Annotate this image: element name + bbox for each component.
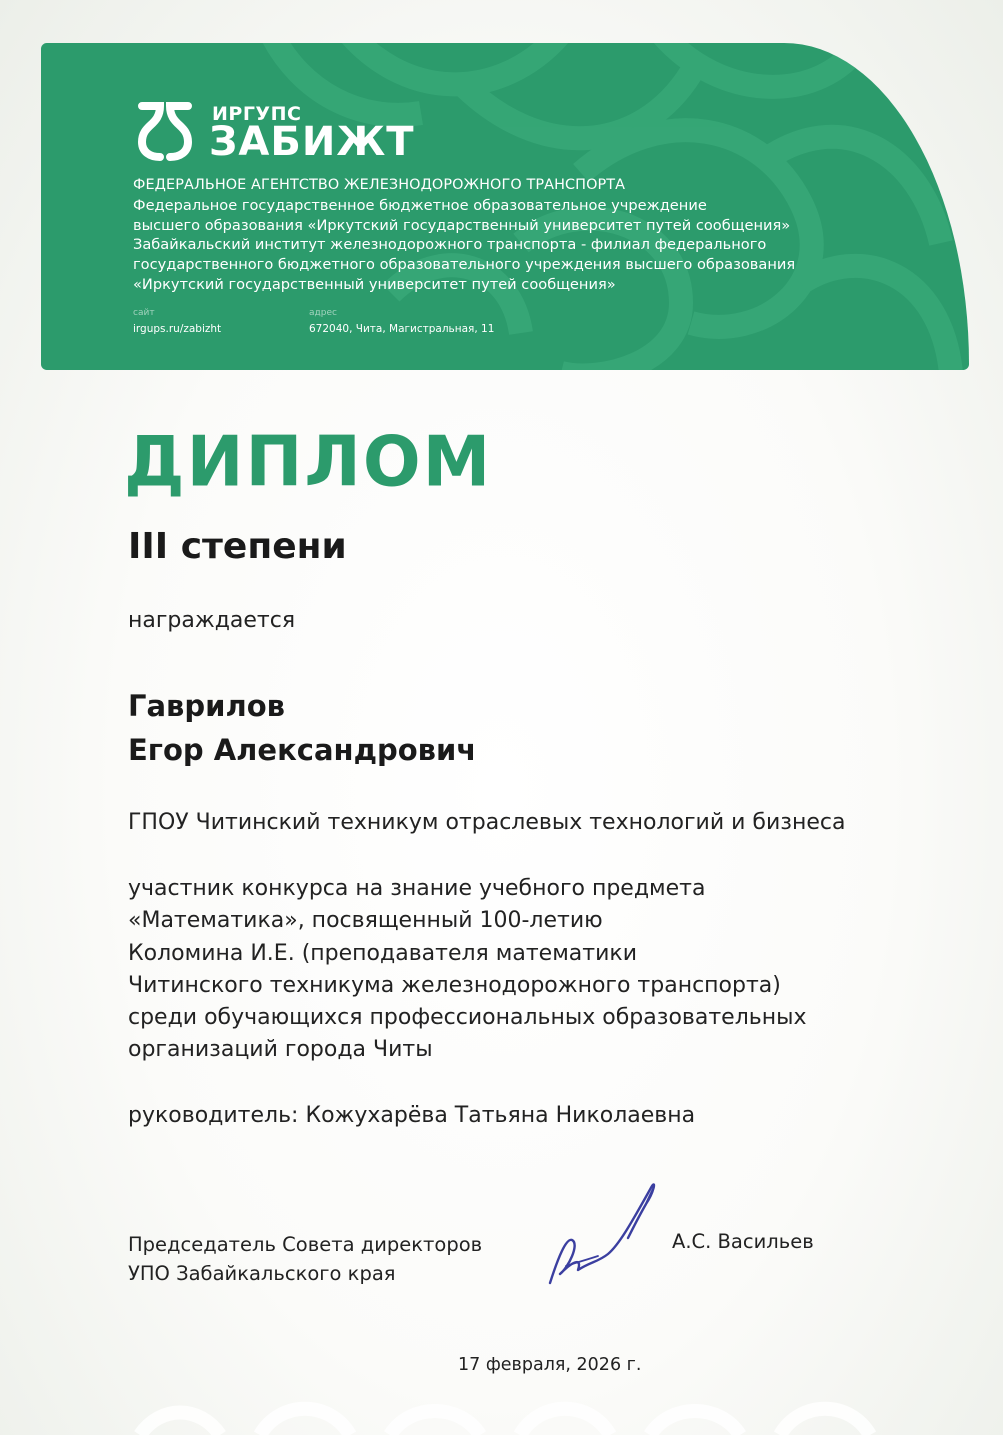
site-info	[133, 308, 221, 335]
org-line: высшего образования «Иркутский государственный университет путей сообщения»	[133, 216, 791, 234]
recipient-surname: Гаврилов	[128, 689, 285, 723]
award-description	[128, 873, 807, 1067]
description-line: среди обучающихся профессиональных образовательных	[128, 1005, 807, 1031]
recipient-name	[128, 684, 476, 772]
brand-small: ИРГУПС	[212, 103, 302, 125]
address-info	[309, 308, 494, 335]
diploma-title: ДИПЛОМ	[124, 422, 493, 503]
header-banner	[41, 43, 969, 370]
chair-line: Председатель Совета директоров	[128, 1233, 483, 1256]
chair-line: УПО Забайкальского края	[128, 1262, 396, 1285]
logo-icon	[134, 100, 196, 162]
recipient-given-name: Егор Александрович	[128, 733, 477, 767]
address-value: 672040, Чита, Магистральная, 11	[309, 323, 495, 335]
leader-line: руководитель: Кожухарёва Татьяна Николаевна	[128, 1103, 696, 1128]
diploma-degree: III степени	[128, 526, 347, 567]
signer-name: А.С. Васильев	[672, 1230, 814, 1253]
awarded-label: награждается	[128, 608, 296, 633]
signature-icon	[538, 1178, 668, 1288]
org-line: Федеральное государственное бюджетное образовательное учреждение	[133, 196, 707, 214]
site-value: irgups.ru/zabizht	[133, 323, 222, 335]
issue-date: 17 февраля, 2026 г.	[458, 1355, 642, 1375]
org-line: «Иркутский государственный университет путей сообщения»	[133, 275, 616, 293]
chair-title	[128, 1230, 482, 1288]
org-line: ФЕДЕРАЛЬНОЕ АГЕНТСТВО ЖЕЛЕЗНОДОРОЖНОГО ТРАНСПОРТА	[133, 177, 626, 193]
description-line: Коломина И.Е. (преподавателя математики	[128, 940, 637, 966]
org-line: Забайкальский институт железнодорожного транспорта - филиал федерального	[133, 236, 767, 254]
brand-big: ЗАБИЖТ	[209, 119, 415, 165]
description-line: участник конкурса на знание учебного предмета	[128, 876, 706, 901]
description-line: организаций города Читы	[128, 1037, 433, 1063]
school-name: ГПОУ Читинский техникум отраслевых технологий и бизнеса	[128, 810, 846, 835]
description-line: Читинского техникума железнодорожного транспорта)	[128, 972, 781, 998]
org-line: государственного бюджетного образовательного учреждения высшего образования	[133, 256, 796, 274]
bottom-pattern	[120, 1395, 920, 1435]
description-line: «Математика», посвященный 100-летию	[128, 908, 603, 934]
organization-info	[133, 176, 933, 295]
site-label: сайт	[133, 308, 155, 318]
address-label: адрес	[309, 308, 337, 318]
